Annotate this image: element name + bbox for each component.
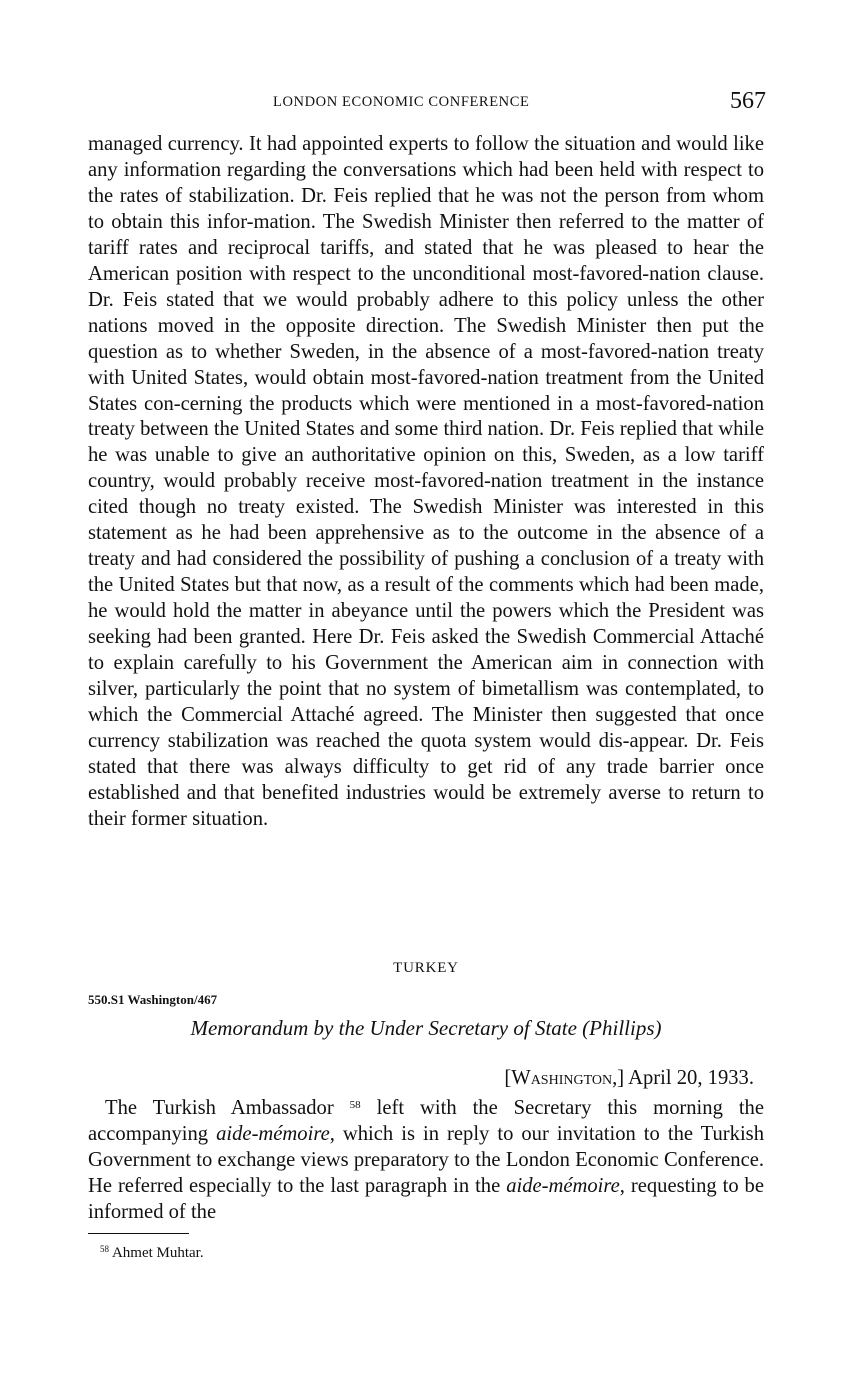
continuation-paragraph-block	[88, 132, 764, 833]
file-reference: 550.S1 Washington/467	[88, 992, 218, 1007]
dateline-date: April 20, 1933.	[628, 1067, 754, 1089]
memo-text-2: left with the Secretary this morning the accompanying	[88, 1097, 764, 1145]
footnote-reference: 58	[349, 1099, 361, 1111]
memo-text-3: , which is in reply to our invitation to the Turkish Government to exchange views preparatory to the London Economic Conference. He referred especially to the last paragraph in the	[88, 1122, 764, 1197]
document-title-prefix: Memorandum by the Under Secretary of State (	[190, 1016, 590, 1040]
document-title-suffix: )	[654, 1016, 662, 1040]
footnote-marker: 58	[100, 1244, 109, 1254]
footnote-text: Ahmet Muhtar.	[111, 1245, 204, 1261]
document-title	[88, 1016, 764, 1041]
memo-italic-1: aide-mémoire	[216, 1122, 330, 1145]
memo-paragraph	[88, 1096, 764, 1226]
dateline	[504, 1067, 754, 1090]
memo-italic-2: aide-mémoire	[506, 1174, 620, 1197]
document-title-name: Phillips	[589, 1016, 655, 1040]
continuation-paragraph: managed currency. It had appointed experts to follow the situation and would like any information regarding the conversations which had been held with respect to the rates of stabilization. Dr. Feis replied that he was not the person from whom to obtain this infor-mation. The Swedish Minister then referred to the matter of tariff rates and reciprocal tariffs, and stated that he was pleased to hear the American position with respect to the unconditional most-favored-nation clause. Dr. Feis stated that we would probably adhere to this policy unless the other nations moved in the opposite direction. The Swedish Minister then put the question as to whether Sweden, in the absence of a most-favored-nation treaty with United States, would obtain most-favored-nation treatment from the United States con-cerning the products which were mentioned in a most-favored-nation treaty between the United States and some third nation. Dr. Feis replied that while he was unable to give an authoritative opinion on this, Sweden, as a low tariff country, would probably receive most-favored-nation treatment in the instance cited though no treaty existed. The Swedish Minister was interested in this statement as he had been apprehensive as to the outcome in the absence of a treaty and had considered the possibility of pushing a conclusion of a treaty with the United States but that now, as a result of the comments which had been made, he would hold the matter in abeyance until the powers which the President was seeking had been granted. Here Dr. Feis asked the Swedish Commercial Attaché to explain carefully to his Government the American aim in connection with silver, particularly the point that no system of bimetallism was contemplated, to which the Commercial Attaché agreed. The Minister then suggested that once currency stabilization was reached the quota system would dis-appear. Dr. Feis stated that there was always difficulty to get rid of any trade barrier once established and that benefited industries would be extremely averse to return to their former situation.	[88, 133, 764, 830]
dateline-place: [Washington,]	[504, 1067, 625, 1089]
running-title: LONDON ECONOMIC CONFERENCE	[273, 94, 530, 110]
footnote-divider	[88, 1233, 189, 1234]
page-number: 567	[730, 88, 766, 114]
memo-text-1: The Turkish Ambassador	[105, 1097, 334, 1119]
memo-text-4: , requesting to be informed of the	[88, 1174, 764, 1223]
page-header	[88, 88, 766, 120]
section-heading: TURKEY	[393, 960, 459, 976]
memo-paragraph-block	[88, 1096, 764, 1226]
footnote	[100, 1245, 204, 1262]
